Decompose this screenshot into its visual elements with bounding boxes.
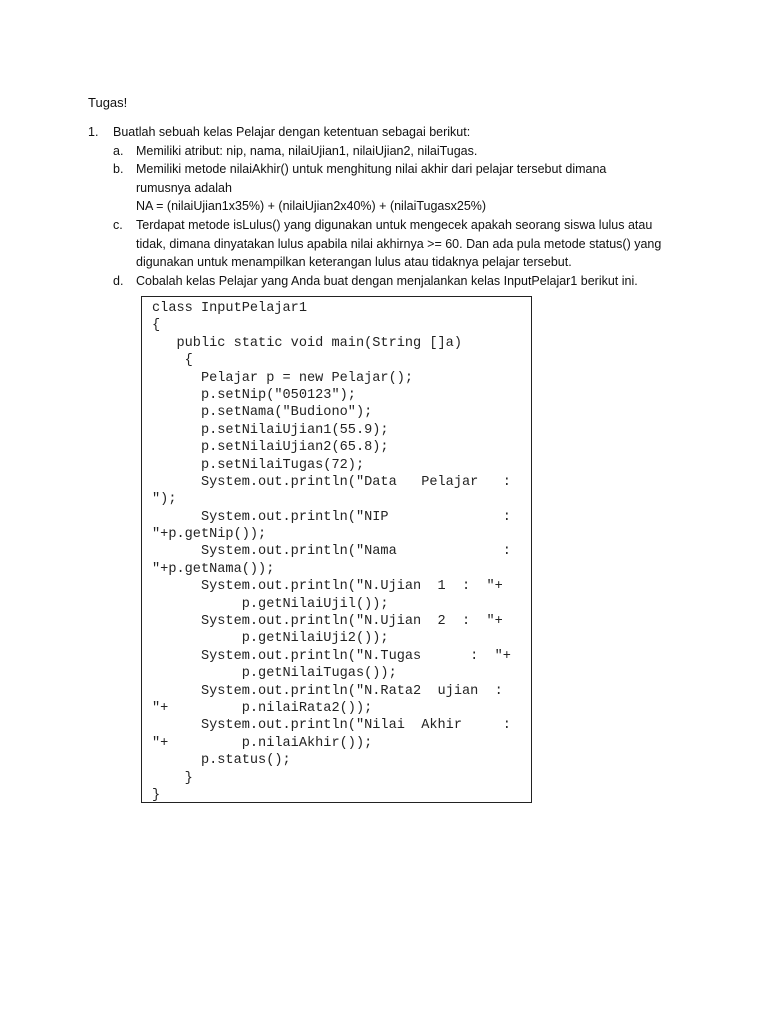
- code-line: p.setNilaiUjian1(55.9);: [152, 422, 389, 438]
- subitem-text: Terdapat metode isLulus() yang digunakan untuk mengecek apakah seorang siswa lulus atau: [136, 217, 653, 232]
- subitem-letter: a.: [113, 143, 124, 158]
- code-line: p.setNilaiTugas(72);: [152, 457, 365, 473]
- code-line: System.out.println("N.Ujian 1 : "+: [152, 579, 503, 595]
- subitem-text: rumusnya adalah: [136, 180, 232, 195]
- code-line: {: [152, 318, 161, 334]
- code-line: p.setNilaiUjian2(65.8);: [152, 440, 389, 456]
- subitem-text: Memiliki metode nilaiAkhir() untuk menghitung nilai akhir dari pelajar tersebut dimana: [136, 162, 607, 177]
- code-line: "+p.getNip());: [152, 527, 267, 543]
- subitem-list: [113, 142, 688, 291]
- code-line: p.getNilaiUji2());: [152, 631, 389, 647]
- task-list: [88, 123, 688, 290]
- code-line: System.out.println("Nilai Akhir :: [152, 718, 511, 734]
- code-line: }: [152, 787, 161, 803]
- code-block: [142, 297, 531, 803]
- subitem-letter: b.: [113, 162, 124, 177]
- code-line: System.out.println("Data Pelajar :: [152, 474, 511, 490]
- code-line: }: [152, 770, 193, 786]
- code-line: "+ p.nilaiAkhir());: [152, 735, 373, 751]
- subitem-text: Memiliki atribut: nip, nama, nilaiUjian1, nilaiUjian2, nilaiTugas.: [136, 143, 478, 158]
- subitem-text: Cobalah kelas Pelajar yang Anda buat dengan menjalankan kelas InputPelajar1 berikut ini.: [136, 273, 638, 288]
- code-listing: [141, 296, 532, 803]
- subitem-text: NA = (nilaiUjian1x35%) + (nilaiUjian2x40%) + (nilaiTugasx25%): [136, 199, 487, 214]
- subitem: [113, 216, 688, 272]
- code-line: ");: [152, 492, 177, 508]
- code-line: System.out.println("Nama :: [152, 544, 511, 560]
- subitem-text: digunakan untuk menampilkan keterangan lulus atau tidaknya pelajar tersebut.: [136, 255, 572, 270]
- code-line: Pelajar p = new Pelajar();: [152, 370, 414, 386]
- task-intro: Buatlah sebuah kelas Pelajar dengan ketentuan sebagai berikut:: [113, 125, 471, 139]
- code-line: "+ p.nilaiRata2());: [152, 700, 373, 716]
- code-line: p.setNip("050123");: [152, 387, 356, 403]
- subitem: [113, 272, 688, 291]
- code-line: p.getNilaiTugas());: [152, 666, 397, 682]
- code-line: System.out.println("NIP :: [152, 509, 511, 525]
- task-number: 1.: [88, 125, 99, 139]
- task-item: [88, 123, 688, 290]
- code-line: p.setNama("Budiono");: [152, 405, 373, 421]
- code-line: {: [152, 353, 193, 369]
- subitem-letter: d.: [113, 273, 124, 288]
- code-line: public static void main(String []a): [152, 335, 462, 351]
- code-line: p.getNilaiUjil());: [152, 596, 389, 612]
- subitem: [113, 160, 688, 216]
- page-title: Tugas!: [88, 95, 128, 110]
- code-line: "+p.getNama());: [152, 561, 275, 577]
- subitem-text: tidak, dimana dinyatakan lulus apabila nilai akhirnya >= 60. Dan ada pula metode status() yang: [136, 236, 662, 251]
- subitem: [113, 142, 688, 161]
- code-line: System.out.println("N.Rata2 ujian :: [152, 683, 503, 699]
- code-line: System.out.println("N.Ujian 2 : "+: [152, 614, 503, 630]
- code-line: System.out.println("N.Tugas : "+: [152, 648, 511, 664]
- code-line: p.status();: [152, 753, 291, 769]
- code-line: class InputPelajar1: [152, 301, 307, 316]
- subitem-letter: c.: [113, 217, 123, 232]
